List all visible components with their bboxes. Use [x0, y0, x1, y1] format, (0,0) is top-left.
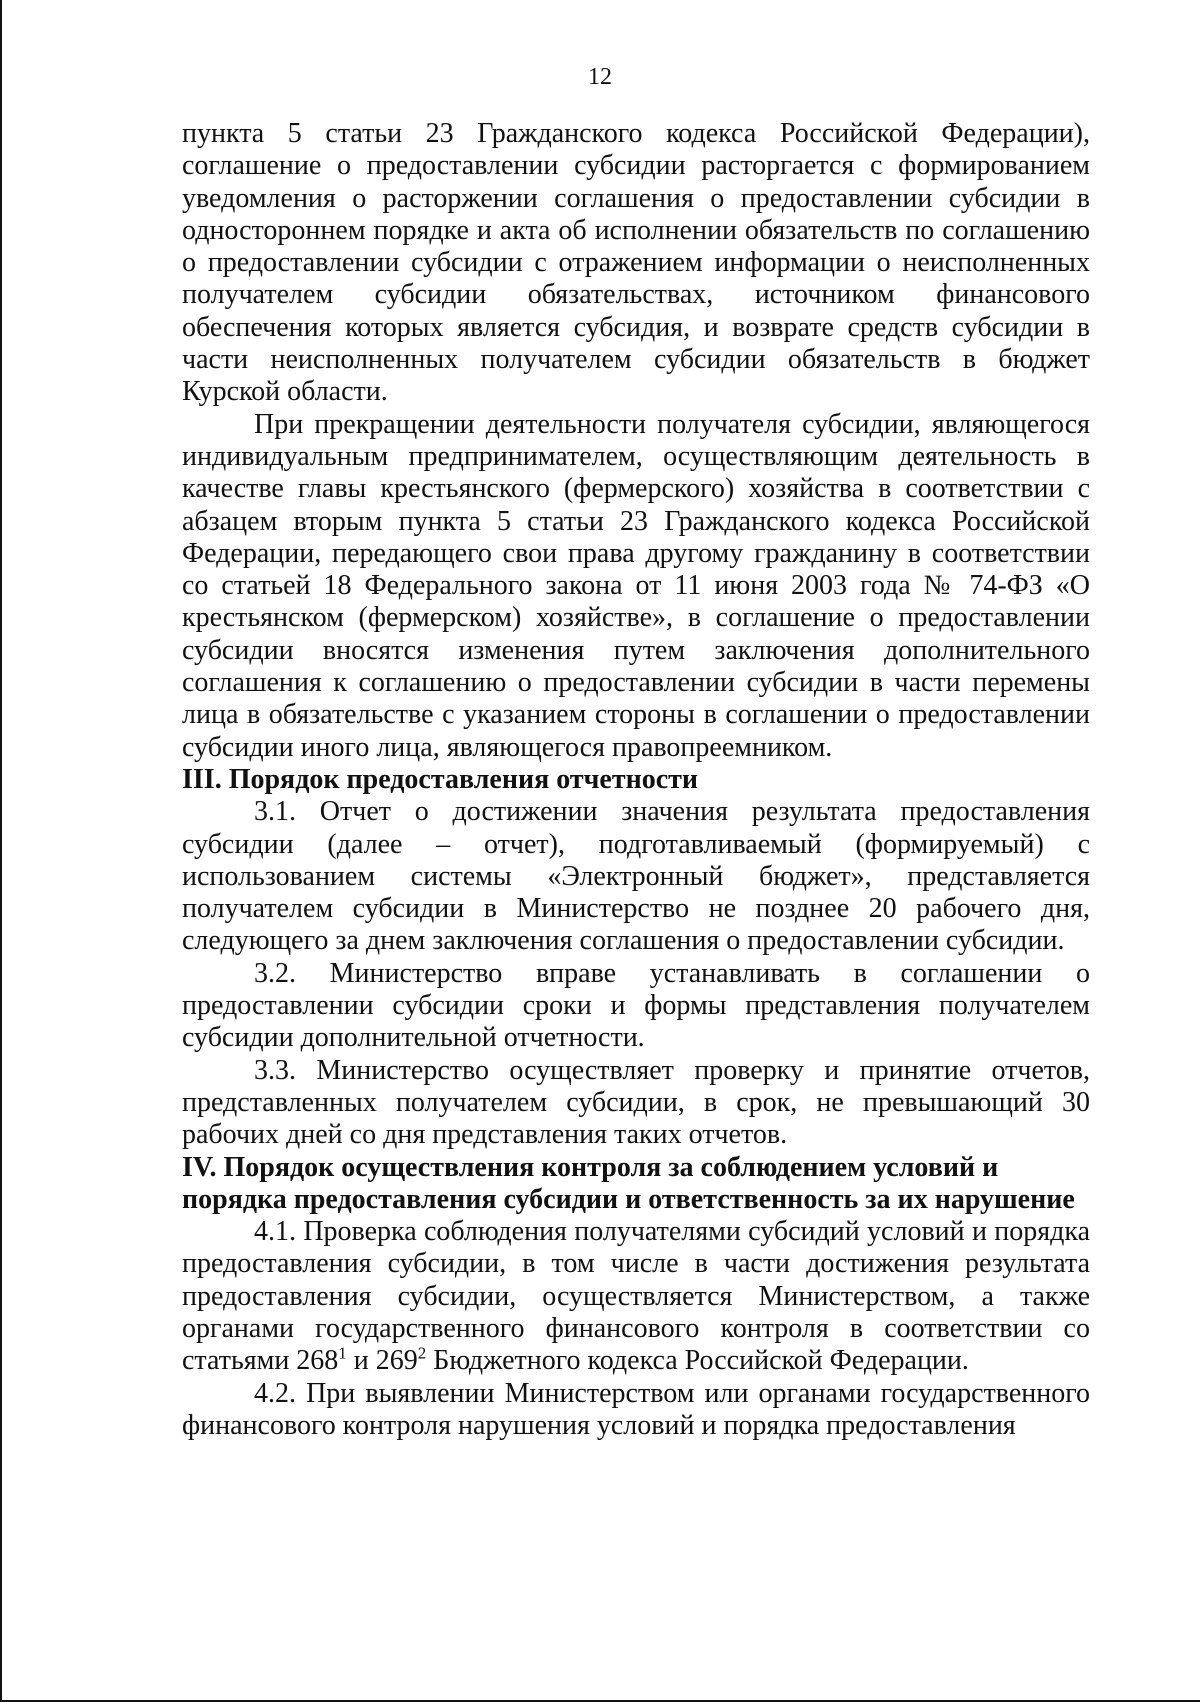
- paragraph-3-1: 3.1. Отчет о достижении значения результата предоставления субсидии (далее – отчет), подготавливаемый (формируемый) с использованием системы «Электронный бюджет», представляется получателем субсидии в Министерство не позднее 20 рабочего дня, следующего за днем заключения соглашения о предоставлении субсидии.: [182, 796, 1090, 957]
- paragraph-termination-farm: При прекращении деятельности получателя субсидии, являющегося индивидуальным предпринимателем, осуществляющим деятельность в качестве главы крестьянского (фермерского) хозяйства в соответствии с абзацем вторым пункта 5 статьи 23 Гражданского кодекса Российской Федерации, передающего свои права другому гражданину в соответствии со статьей 18 Федерального закона от 11 июня 2003 года № 74-ФЗ «О крестьянском (фермерском) хозяйстве», в соглашение о предоставлении субсидии вносятся изменения путем заключения дополнительного соглашения к соглашению о предоставлении субсидии в части перемены лица в обязательстве с указанием стороны в соглашении о предоставлении субсидии иного лица, являющегося правопреемником.: [182, 408, 1090, 763]
- paragraph-3-2: 3.2. Министерство вправе устанавливать в соглашении о предоставлении субсидии сроки и формы представления получателем субсидии дополнительной отчетности.: [182, 957, 1090, 1054]
- paragraph-4-1-text-a: 4.1. Проверка соблюдения получателями субсидий условий и порядка предоставления субсидии, в том числе в части достижения результата предоставления субсидии, осуществляется Министерством, а также органами государственного финансового контроля в соответствии со статьями 268: [182, 1216, 1090, 1377]
- scan-border-left: [0, 0, 2, 1702]
- paragraph-4-1-text-c: Бюджетного кодекса Российской Федерации.: [426, 1345, 969, 1377]
- paragraph-continuation: пункта 5 статьи 23 Гражданского кодекса Российской Федерации), соглашение о предоставлении субсидии расторгается с формированием уведомления о расторжении соглашения о предоставлении субсидии в одностороннем порядке и акта об исполнении обязательств по соглашению о предоставлении субсидии с отражением информации о неисполненных получателем субсидии обязательствах, источником финансового обеспечения которых является субсидия, и возврате средств субсидии в части неисполненных получателем субсидии обязательств в бюджет Курской области.: [182, 118, 1090, 408]
- paragraph-4-1-text-b: и 269: [346, 1345, 418, 1377]
- superscript-2: 2: [417, 1343, 427, 1363]
- paragraph-4-2: 4.2. При выявлении Министерством или органами государственного финансового контроля нарушения условий и порядка предоставления: [182, 1377, 1090, 1441]
- paragraph-3-3: 3.3. Министерство осуществляет проверку и принятие отчетов, представленных получателем субсидии, в срок, не превышающий 30 рабочих дней со дня представления таких отчетов.: [182, 1054, 1090, 1151]
- section-4-heading: [182, 1152, 1090, 1217]
- page-number: 12: [588, 64, 612, 90]
- section-3-heading: III. Порядок предоставления отчетности: [182, 763, 699, 795]
- section-4-heading-line1: IV. Порядок осуществления контроля за соблюдением условий и: [182, 1151, 999, 1183]
- paragraph-4-1: [182, 1216, 1090, 1377]
- section-4-heading-line2: порядка предоставления субсидии и ответственность за их нарушение: [182, 1183, 1075, 1215]
- superscript-1: 1: [338, 1343, 347, 1363]
- document-body: [182, 118, 1090, 1442]
